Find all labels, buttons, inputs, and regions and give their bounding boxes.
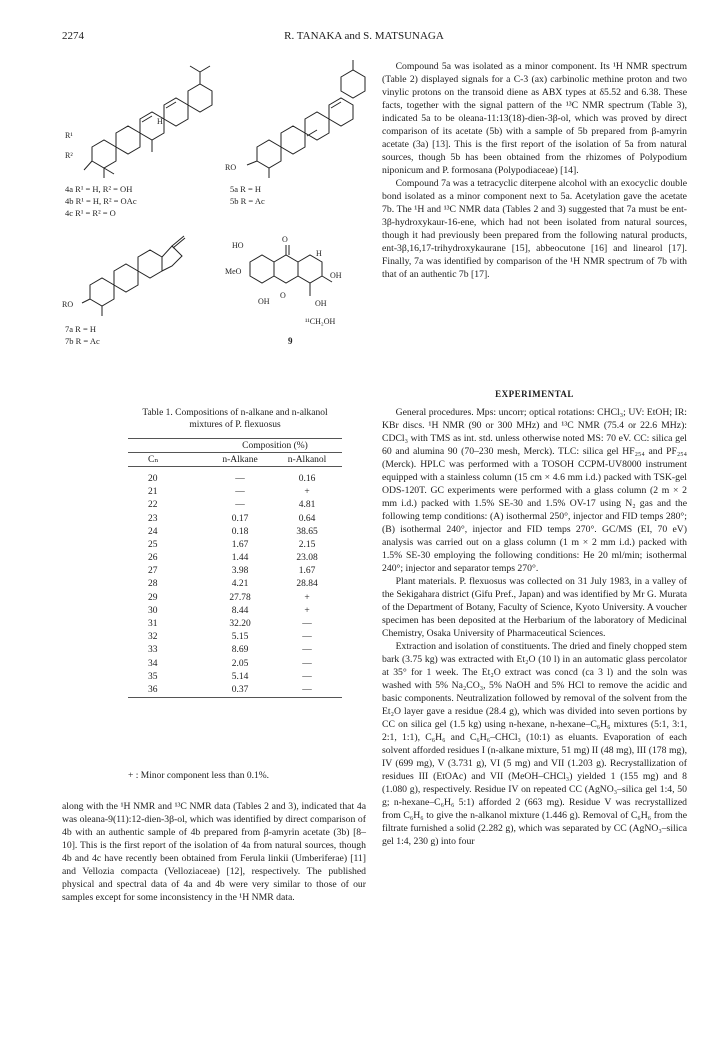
table-row [128,644,342,657]
table-cell-alkane: 8.69 [231,645,249,656]
table-cell-alkanol: — [302,658,312,669]
table-cell-cn: 26 [148,553,158,564]
table-cell-cn: 27 [148,566,158,577]
table-cell-cn: 29 [148,592,158,603]
section-title-experimental: EXPERIMENTAL [495,389,574,399]
table1-footnote: + : Minor component less than 0.1%. [128,771,269,781]
table-cell-cn: 31 [148,619,158,630]
table-cell-alkanol: — [302,684,312,695]
table-row [128,604,342,617]
table1-body [128,472,342,697]
table-cell-alkanol: 2.15 [298,539,316,550]
table-cell-alkane: 0.37 [231,684,249,695]
table-cell-alkane: 3.98 [231,566,249,577]
compound-4c-label: 4c R¹ = R² = O [65,208,116,218]
table-cell-alkanol: — [302,671,312,682]
table-cell-cn: 20 [148,473,158,484]
table-row [128,631,342,644]
running-header-authors: R. TANAKA and S. MATSUNAGA [284,30,444,42]
atom-label-h: H [157,117,163,126]
table-row [128,591,342,604]
table1-col-cn: Cₙ [148,455,159,466]
table1-col-alkane: n-Alkane [222,454,258,465]
table-cell-alkane: — [235,500,245,511]
table-row [128,565,342,578]
paragraph-compound-7a: Compound 7a was a tetracyclic diterpene alcohol with an exocyclic double bond isolated as a minor component next to 5a. Acetylation gave the acetate 7b. The ¹H and ¹³C NMR data (Tables 2 and 3) suggested that 7a must be ent-3β-hydroxykaur-16-ene, which had not been isolated from natural sources, though it had previously been prepared from the following natural products, ent-3β,16,17-trihydroxykaurane [15], abbeocutone [16] and linearol [17]. Finally, 7a was identified by comparison of the ¹H NMR spectrum of 7b with that of an authentic 7b [17]. [382,178,687,280]
table-cell-cn: 23 [148,513,158,524]
table-cell-alkane: 4.21 [231,579,249,590]
table-cell-alkane: — [235,487,245,498]
table-cell-alkane: 0.18 [231,526,249,537]
table-cell-alkane: 27.78 [229,592,251,603]
compound-4b-label: 4b R¹ = H, R² = OAc [65,196,137,206]
table-cell-cn: 24 [148,526,158,537]
table-row [128,552,342,565]
compound-4a-label: 4a R¹ = H, R² = OH [65,184,133,194]
table-cell-cn: 30 [148,605,158,616]
compound-9-label: 9 [288,336,293,346]
table-row [128,578,342,591]
table1-group-header: Composition (%) [242,440,308,451]
compound-7b-label: 7b R = Ac [65,336,100,346]
atom-label-oh9c: OH [315,299,327,308]
atom-label-ro-5: RO [225,163,237,172]
structure-4-drawing [84,66,212,178]
table-cell-cn: 32 [148,632,158,643]
table-row [128,525,342,538]
table-cell-alkane: 1.44 [231,553,249,564]
table-cell-cn: 21 [148,487,158,498]
atom-label-meo9: MeO [225,267,242,276]
table-cell-cn: 33 [148,645,158,656]
table-cell-alkanol: 1.67 [298,566,316,577]
table-cell-alkane: — [235,473,245,484]
table-cell-alkane: 2.05 [231,658,249,669]
table-cell-alkanol: + [304,487,310,498]
atom-label-oh9b: OH [258,297,270,306]
table-cell-alkanol: 23.08 [296,553,318,564]
atom-label-ho9: HO [232,241,244,250]
structure-7-drawing [82,236,185,316]
experimental-section [382,388,687,848]
table-cell-alkanol: 4.81 [298,500,316,511]
table-cell-alkane: 5.14 [231,671,249,682]
table-cell-cn: 34 [148,658,158,669]
paragraph-extraction: Extraction and isolation of constituents. The dried and finely chopped stem bark (3.75 kg) was extracted with Et₂O (10 l) in an automatic glass percolator at 35° for 1 week. The Et₂O extract was concd (ca 3 l) and the soln was washed with 5% Na₂CO₃, 5% NaOH and 5% HCl to remove the acidic and basic components. Neutralization followed by removal of the solvent from the Et₂O layer gave a residue (28.4 g), which was divided into seven portions by CC on silica gel (1.5 kg) using n-hexane, n-hexane–C₆H₆ mixtures (5:1, 3:1, 2:1, 1:1), C₆H₆ and C₆H₆–CHCl₃ (10:1) as eluants. Evaporation of each solvent afforded residues I (n-alkane mixture, 51 mg) II (48 mg), III (178 mg), IV (699 mg), V (3.731 g), VI (5 mg) and VII (1.203 g). Recrystallization of residues III (EtOAc) and VII (MeOH–CHCl₃) yielded 1 (155 mg) and 8 (1.080 g), respectively. Residue IV on repeated CC (AgNO₃–silica gel 1:4, 50 g; n-hexane–C₆H₆ 5:1) afforded 2 (663 mg). Residue V was recrystallized from C₆H₆ to give the n-alkanol mixture (1.446 g). Removal of C₆H₆ from the filtrate furnished a solid (2.282 g), which was separated by CC (AgNO₃–silica gel 1:4, 230 g) into four [382,641,687,847]
table-row [128,617,342,630]
table-cell-alkane: 5.15 [231,632,249,643]
table-cell-alkanol: — [302,645,312,656]
table-cell-alkane: 0.17 [231,513,249,524]
table-row [128,472,342,485]
table-cell-alkanol: + [304,605,310,616]
table-cell-alkanol: — [302,619,312,630]
atom-label-r2: R² [65,151,73,160]
table1-caption: Table 1. Compositions of n-alkane and n-alkanol mixtures of P. flexuosus [142,408,328,430]
compound-5b-label: 5b R = Ac [230,196,265,206]
table1 [128,438,342,700]
atom-label-oh9a: OH [330,271,342,280]
table-row [128,538,342,551]
results-text-left [62,800,366,904]
page-number: 2274 [62,30,84,42]
paragraph-compound-5a: Compound 5a was isolated as a minor component. Its ¹H NMR spectrum (Table 2) displayed signals for a C-3 (ax) carbinolic methine proton and two vinylic protons on the transoid diene as ABX types at δ5.52 and 6.38. These facts, together with the signal pattern of the ¹³C NMR spectrum (Table 3), indicated 5a to be oleana-11:13(18)-dien-3β-ol, which was proved by direct comparison of its acetate (5b) with a sample of 5b prepared from β-amyrin acetate (3a) [13]. This is the first report of the isolation of 5a from natural sources, though 5b has been obtained from the rhizomes of Polypodium niponicum and P. formosana (Polypodiaceae) [14]. [382,61,687,176]
atom-label-o9a: O [282,235,288,244]
table-row [128,486,342,499]
atom-label-h9: H [316,249,322,258]
table-cell-cn: 36 [148,684,158,695]
chemical-structures-figure [60,52,370,397]
paragraph-general-procedures: General procedures. Mps: uncorr; optical rotations: CHCl₃; UV: EtOH; IR: KBr discs. ¹H NMR (90 or 300 MHz) and ¹³C NMR (75.4 or 22.6 MHz): CDCl₃ with TMS as int. std. unless otherwise noted MS: 70 eV. CC: silica gel 60 and alumina 90 (70–230 mesh, Merck). TLC: silica gel HF₂₅₄ and PF₂₅₄ (Merck). HPLC was performed with a TOSOH CCPM-UV8000 instrument equipped with a stainless column (15 cm × 4.6 mm i.d.) packed with TSK-gel ODS-120T. GC experiments were performed with a glass column (2 m × 2 mm i.d.) packed with 1.5% SE-30 and 1.5% OV-17 using N₂ gas and the following temp conditions: (A) isothermal 250°, injector and FID temps 280°; (B) isothermal 240°, injector and FID temps 270°. GC/MS (EI, 70 eV) analysis was carried out on a glass column (1 m × 2 mm i.d.) packed with 1.5% SE-30 employing the following conditions: He 20 ml/min; isothermal 240°; injector and separator temps 270°. [382,407,687,574]
table-cell-alkanol: 38.65 [296,526,318,537]
table-cell-cn: 35 [148,671,158,682]
compound-7a-label: 7a R = H [65,324,96,334]
table-row [128,657,342,670]
table1-col-alkanol: n-Alkanol [287,454,327,465]
atom-label-r1: R¹ [65,131,73,140]
compound-5a-label: 5a R = H [230,184,261,194]
table-row [128,512,342,525]
table-cell-alkanol: 0.16 [298,473,316,484]
atom-label-o9b: O [280,291,286,300]
table-row [128,670,342,683]
atom-label-ro-7: RO [62,300,74,309]
table-cell-cn: 28 [148,579,158,590]
table-cell-alkanol: + [304,592,310,603]
table-cell-alkanol: 0.64 [298,513,316,524]
paragraph-compound-4a: along with the ¹H NMR and ¹³C NMR data (Tables 2 and 3), indicated that 4a was oleana-9(11):12-dien-3β-ol, which was identified by direct comparison of 4b with an authentic sample of 4b prepared from β-amyrin acetate (3b) [8–10]. This is the first report of the isolation of 4a from natural sources, though 4b and 4c have recently been obtained from Ferula linkii (Umberiferae) [11] and Vellozia compacta (Velloziaceae) [12], respectively. The published physical and spectral data of 4a and 4b were very similar to those of our samples except for some inconsistency in the ¹H NMR data. [62,801,366,903]
structure-5-drawing [247,60,365,178]
table-cell-alkanol: — [302,632,312,643]
table-cell-alkane: 8.44 [231,605,249,616]
table-cell-alkanol: 28.84 [296,579,318,590]
atom-label-ch2oh9: ¹¹CH₂OH [305,317,336,326]
table-row [128,499,342,512]
table-cell-cn: 22 [148,500,158,511]
table-cell-alkane: 1.67 [231,539,249,550]
table-cell-alkane: 32.20 [229,619,251,630]
paragraph-plant-materials: Plant materials. P. flexuosus was collected on 31 July 1983, in a valley of the Sekigahara district (Gifu Pref., Japan) and was identified by Mr G. Murata of the Department of Botany, Faculty of Science, Kyoto University. A voucher specimen has been deposited at the Herbarium of the laboratory of Medicinal Chemistry, Osaka University of Pharmaceutical Sciences. [382,576,687,639]
table-row [128,683,342,697]
table-cell-cn: 25 [148,539,158,550]
results-text-right [382,60,687,281]
